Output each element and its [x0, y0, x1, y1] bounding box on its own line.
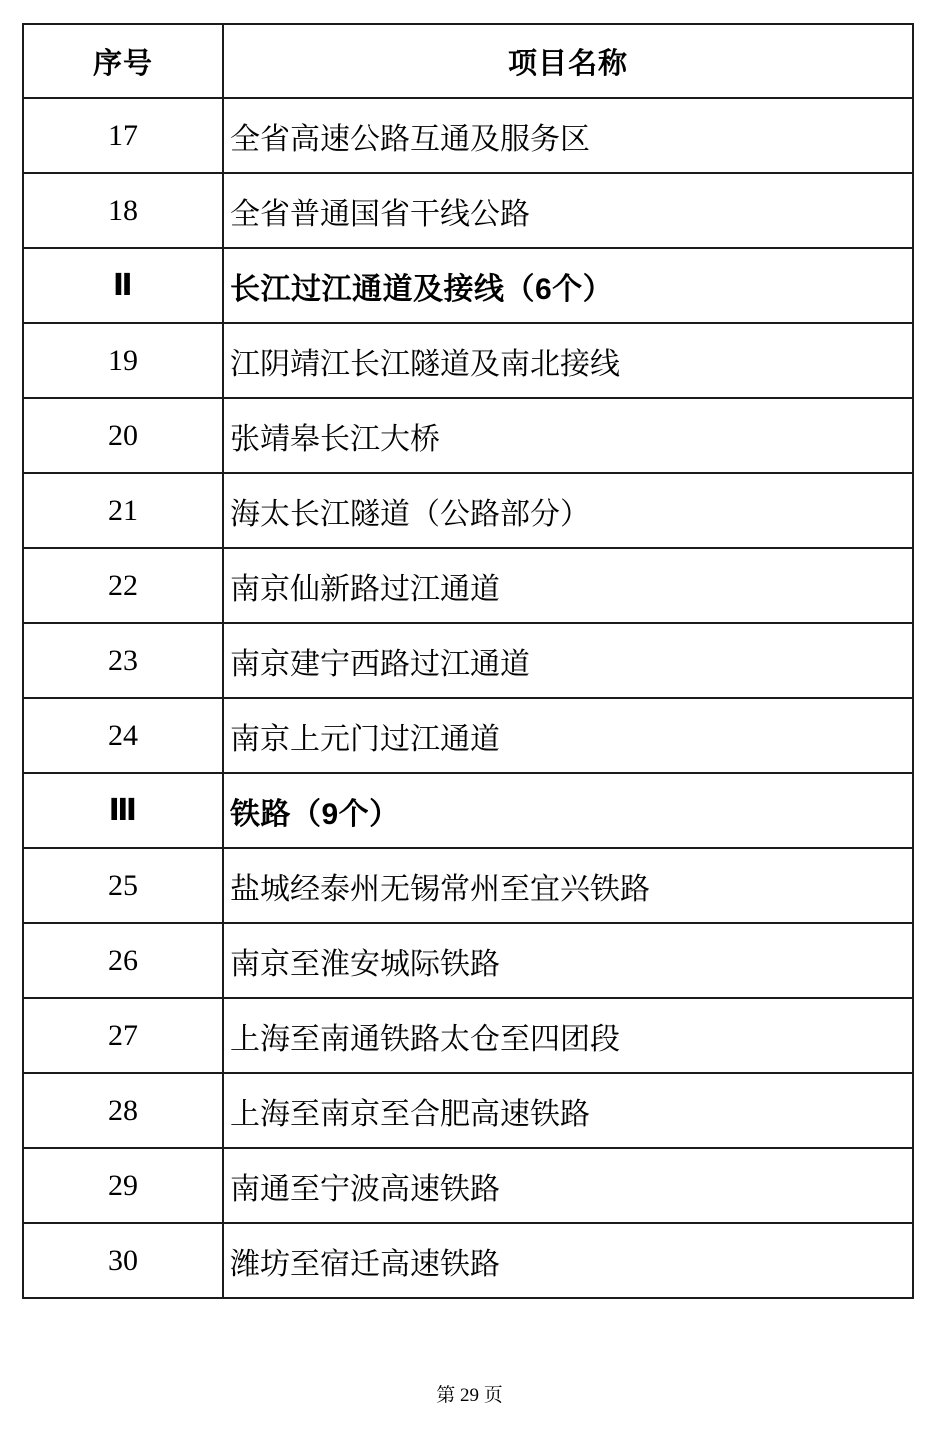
row-number-cell: 22 [23, 548, 223, 623]
header-cell-project-name: 项目名称 [223, 24, 913, 98]
project-name-cell: 盐城经泰州无锡常州至宜兴铁路 [223, 848, 913, 923]
table-row [23, 473, 913, 548]
project-name-cell: 铁路（9个） [223, 773, 913, 848]
project-name-cell: 上海至南京至合肥高速铁路 [223, 1073, 913, 1148]
project-name-cell: 全省普通国省干线公路 [223, 173, 913, 248]
table-row [23, 998, 913, 1073]
table-row [23, 1073, 913, 1148]
row-number-cell: Ⅲ [23, 773, 223, 848]
table-row [23, 98, 913, 173]
table-row [23, 848, 913, 923]
row-number-cell: 19 [23, 323, 223, 398]
table-row [23, 398, 913, 473]
row-number-cell: 29 [23, 1148, 223, 1223]
page-number-footer: 第 29 页 [436, 1385, 503, 1406]
table-header-row [23, 24, 913, 98]
project-table-container [22, 23, 912, 1299]
row-number-cell: 18 [23, 173, 223, 248]
project-name-cell: 南京上元门过江通道 [223, 698, 913, 773]
row-number-cell: 21 [23, 473, 223, 548]
row-number-cell: Ⅱ [23, 248, 223, 323]
project-name-cell: 张靖皋长江大桥 [223, 398, 913, 473]
table-row [23, 548, 913, 623]
project-name-cell: 上海至南通铁路太仓至四团段 [223, 998, 913, 1073]
table-row [23, 1223, 913, 1298]
project-table-body [23, 98, 913, 1298]
row-number-cell: 27 [23, 998, 223, 1073]
row-number-cell: 25 [23, 848, 223, 923]
project-name-cell: 南京建宁西路过江通道 [223, 623, 913, 698]
table-row [23, 623, 913, 698]
row-number-cell: 30 [23, 1223, 223, 1298]
table-row [23, 323, 913, 398]
project-table [22, 23, 914, 1299]
project-name-cell: 江阴靖江长江隧道及南北接线 [223, 323, 913, 398]
row-number-cell: 28 [23, 1073, 223, 1148]
row-number-cell: 17 [23, 98, 223, 173]
project-name-cell: 潍坊至宿迁高速铁路 [223, 1223, 913, 1298]
table-row [23, 698, 913, 773]
row-number-cell: 26 [23, 923, 223, 998]
section-row [23, 248, 913, 323]
project-name-cell: 南京至淮安城际铁路 [223, 923, 913, 998]
table-row [23, 1148, 913, 1223]
project-name-cell: 长江过江通道及接线（6个） [223, 248, 913, 323]
table-row [23, 173, 913, 248]
table-row [23, 923, 913, 998]
row-number-cell: 23 [23, 623, 223, 698]
project-name-cell: 南京仙新路过江通道 [223, 548, 913, 623]
row-number-cell: 24 [23, 698, 223, 773]
row-number-cell: 20 [23, 398, 223, 473]
section-row [23, 773, 913, 848]
project-name-cell: 南通至宁波高速铁路 [223, 1148, 913, 1223]
header-cell-serial-number: 序号 [23, 24, 223, 98]
project-name-cell: 全省高速公路互通及服务区 [223, 98, 913, 173]
project-name-cell: 海太长江隧道（公路部分） [223, 473, 913, 548]
